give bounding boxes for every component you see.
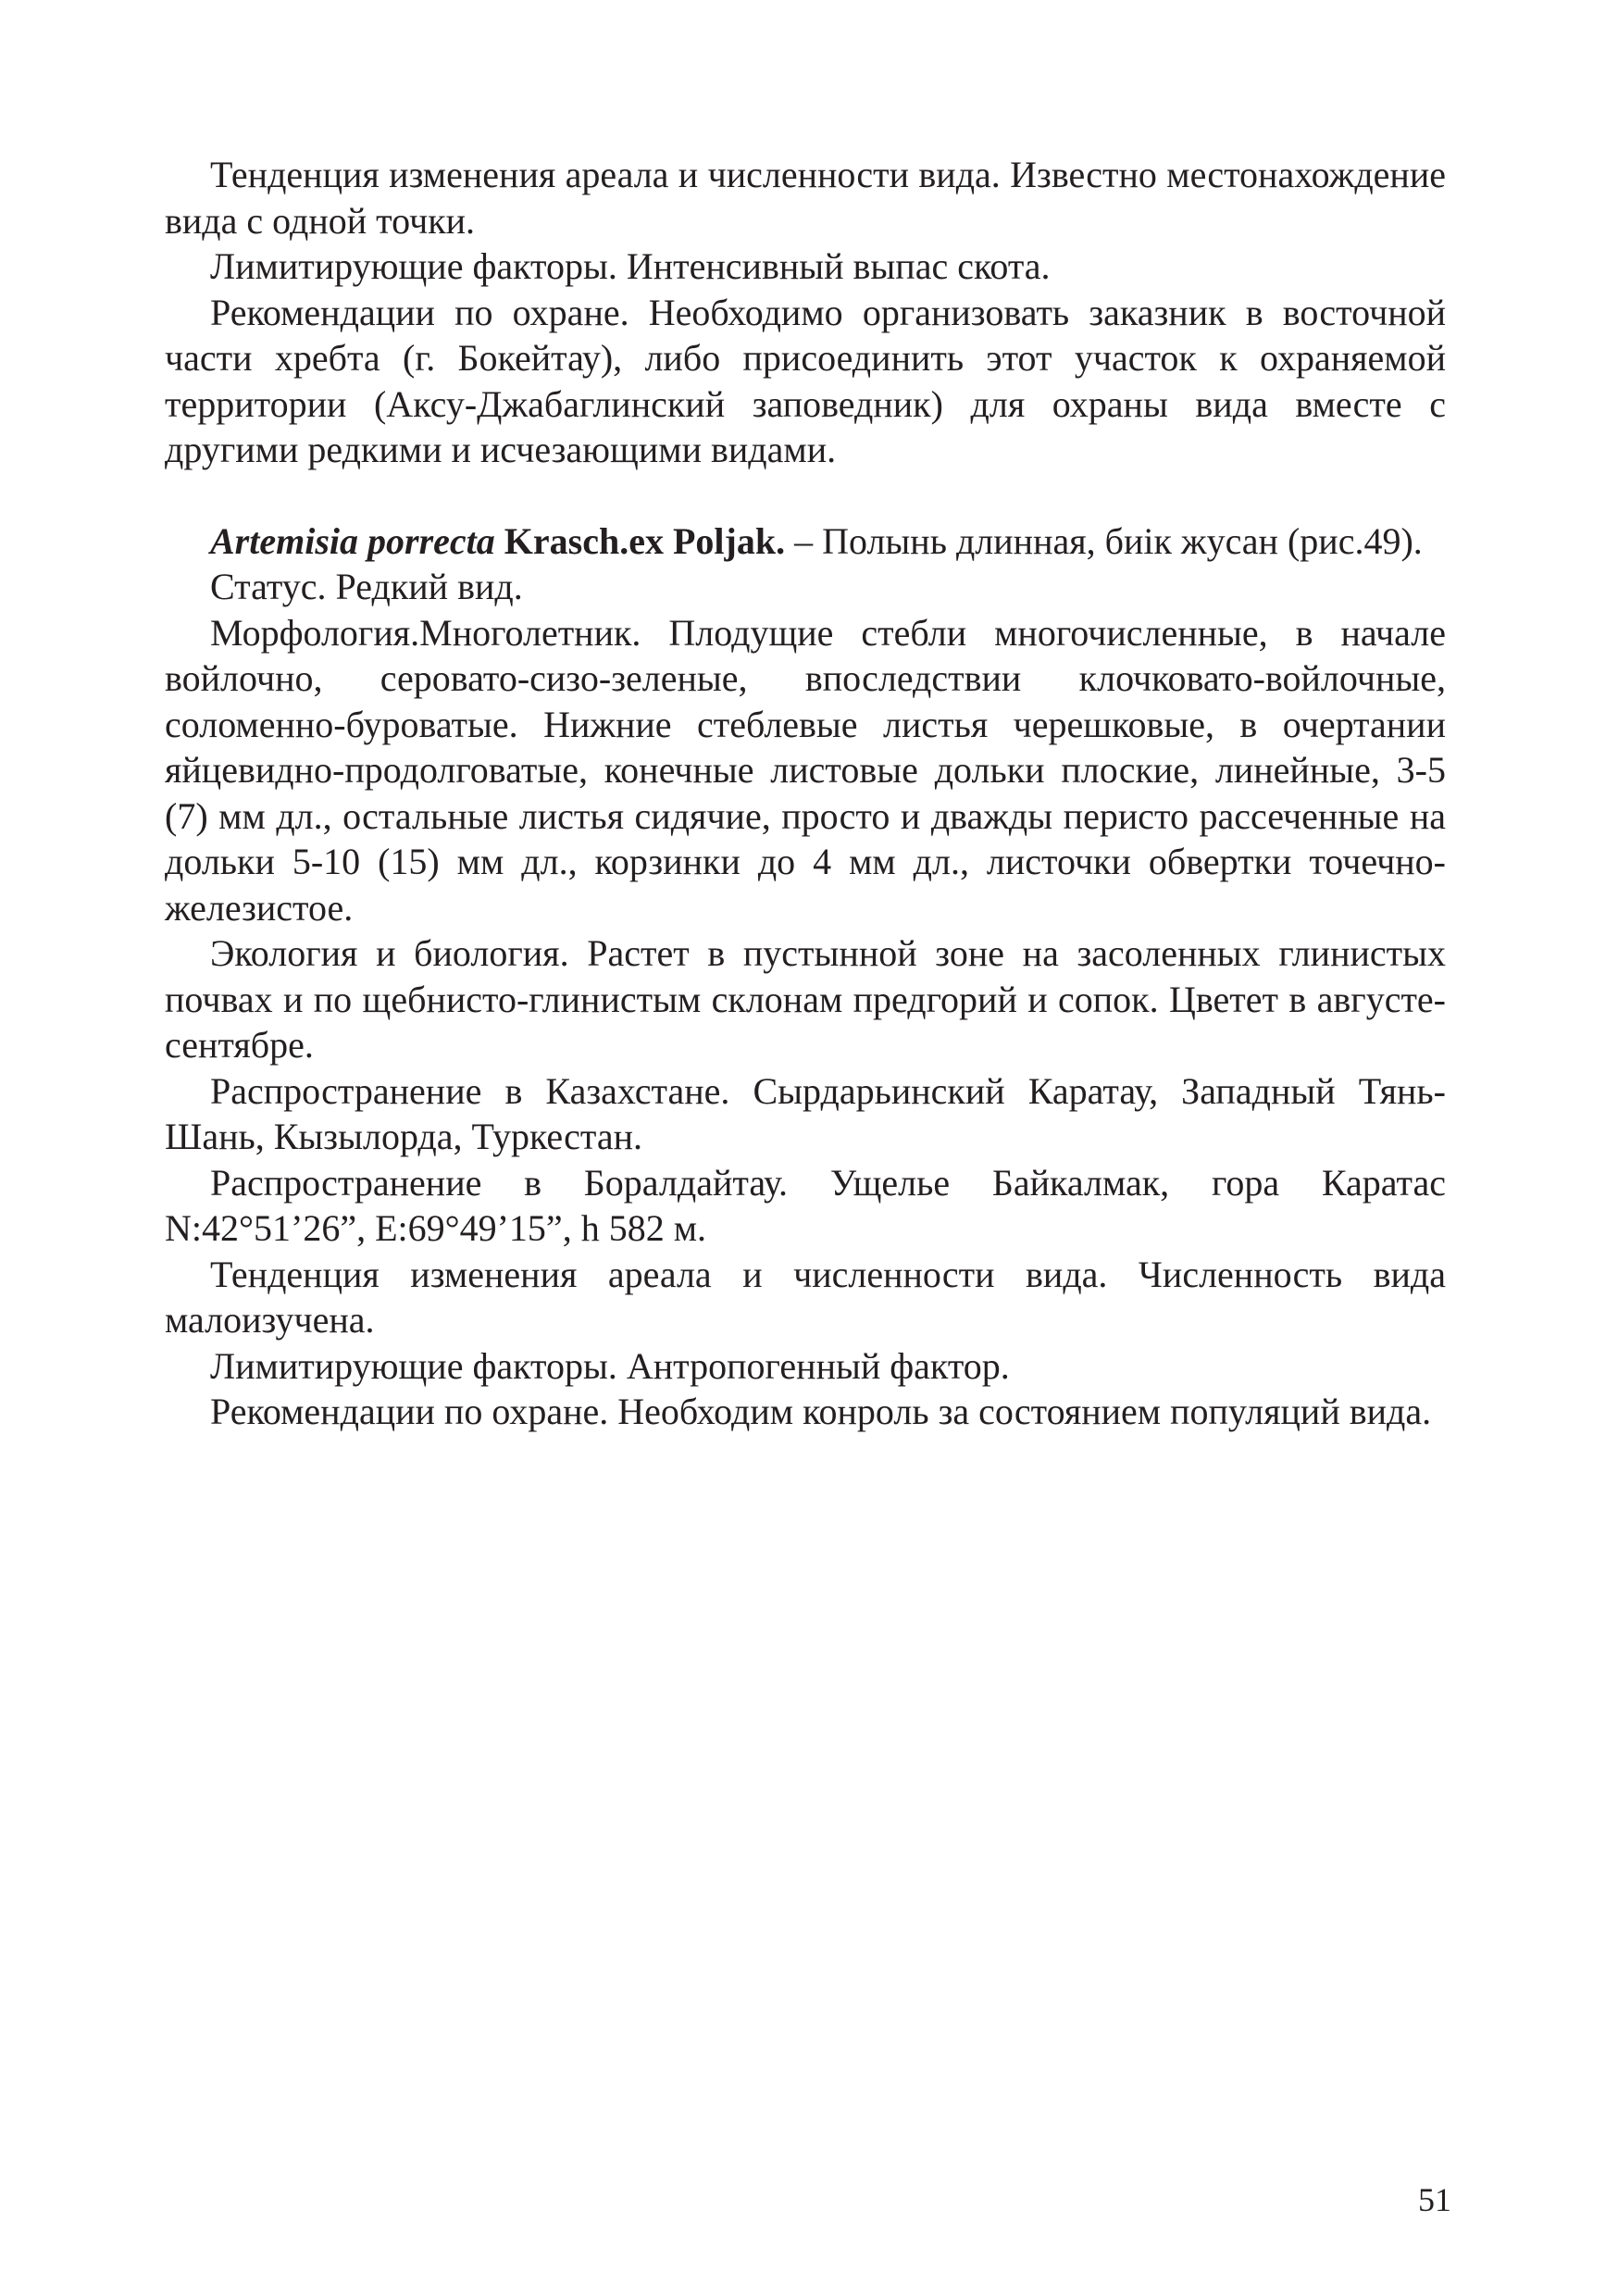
protection-recommendations-paragraph: Рекомендации по охране. Необходимо организовать заказник в восточной части хребта (г. Бокейтау), либо присоединить этот участок к охраняемой территории (Аксу-Джабаглинский заповедник) для охраны вида вместе с другими редкими и исчезающими видами. <box>165 291 1446 470</box>
species-common-names: – Полынь длинная, биік жусан (рис.49). <box>794 519 1423 562</box>
limiting-factors-paragraph: Лимитирующие факторы. Интенсивный выпас скота. <box>210 245 1051 287</box>
distribution-boraldaitau-paragraph: Распространение в Боралдайтау. Ущелье Байкалмак, гора Каратас N:42°51’26”, E:69°49’15”, h 582 м. <box>165 1161 1446 1249</box>
species-latin-name: Artemisia porrecta <box>210 519 495 562</box>
morphology-paragraph: Морфология.Многолетник. Плодущие стебли многочисленные, в начале войлочно, серовато-сизо-зеленые, впоследствии клочковато-войлочные, соломенно-буроватые. Нижние стеблевые листья черешковые, в очертании яйцевидно-продолговатые, конечные листовые дольки плоские, линейные, 3-5 (7) мм дл., остальные листья сидячие, просто и дважды перисто рассеченные на дольки 5-10 (15) мм дл., корзинки до 4 мм дл., листочки обвертки точечно-железистое. <box>165 611 1446 929</box>
species-limiting-factors-paragraph: Лимитирующие факторы. Антропогенный фактор. <box>210 1344 1010 1387</box>
species-author: Krasch.ex Poljak. <box>504 519 786 562</box>
page-text <box>165 152 1446 1435</box>
page-number: 51 <box>1418 2181 1451 2218</box>
species-heading <box>165 518 1446 565</box>
trend-paragraph: Тенденция изменения ареала и численности вида. Известно местонахождение вида с одной точки. <box>165 154 1446 242</box>
status-paragraph: Статус. Редкий вид. <box>210 566 523 607</box>
species-trend-paragraph: Тенденция изменения ареала и численности вида. Численность вида малоизучена. <box>165 1253 1446 1341</box>
species-protection-recommendations-paragraph: Рекомендации по охране. Необходим конроль за состоянием популяций вида. <box>210 1391 1432 1432</box>
distribution-kazakhstan-paragraph: Распространение в Казахстане. Сырдарьинский Каратау, Западный Тянь-Шань, Кызылорда, Туркестан. <box>165 1069 1446 1157</box>
ecology-paragraph: Экология и биология. Растет в пустынной зоне на засоленных глинистых почвах и по щебнисто-глинистым склонам предгорий и сопок. Цветет в августе-сентябре. <box>165 932 1446 1066</box>
